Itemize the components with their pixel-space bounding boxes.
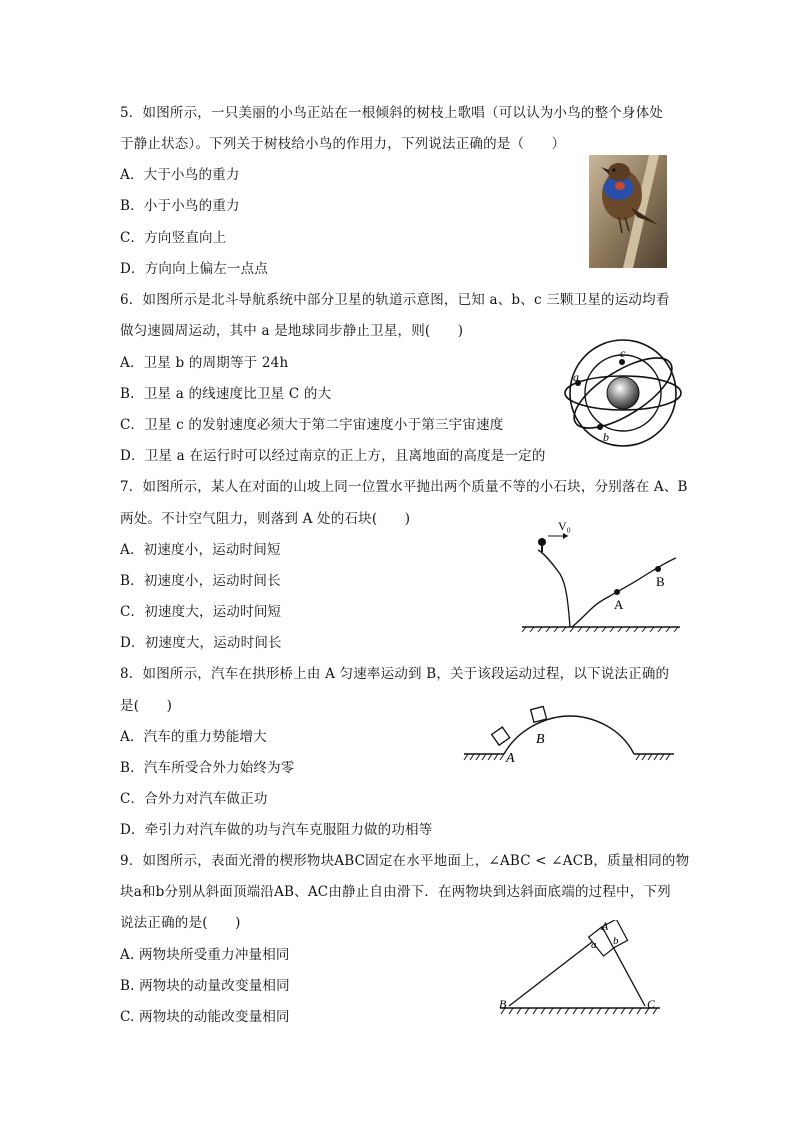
point-a [614,589,620,595]
q6-stem-line-2: 做匀速圆周运动，其中 a 是地球同步静止卫星，则( ) [120,323,464,339]
q7-option-c: C．初速度大，运动时间短 [120,604,282,620]
q8-stem-line-2: 是( ) [120,698,173,714]
q8-option-c: C．合外力对汽车做正功 [120,791,268,807]
arch-bridge [504,716,634,754]
q5-stem-line-1: 5．如图所示，一只美丽的小鸟正站在一根倾斜的树枝上歌唱（可以认为小鸟的整个身体处 [120,105,664,121]
q5-option-c: C．方向竖直向上 [120,230,227,246]
q5-option-a: A．大于小鸟的重力 [120,167,240,183]
projectile-hill-diagram [520,512,682,634]
wedge-abc [509,932,645,1006]
q9-stem-line-3: 说法正确的是( ) [120,915,241,931]
q8-stem-line-1: 8．如图所示，汽车在拱形桥上由 A 匀速率运动到 B，关于该段运动过程，以下说法正确的 [120,666,670,682]
satellite-orbit-diagram [560,335,690,453]
q5-stem-line-2: 于静止状态）。下列关于树枝给小鸟的作用力，下列说法正确的是（ ） [120,136,566,152]
thrower-person [538,538,546,546]
q6-option-c: C．卫星 c 的发射速度必须大于第二宇宙速度小于第三宇宙速度 [120,417,504,433]
label-c: c [620,346,626,360]
q9-stem-line-2: 块a和b分别从斜面顶端沿AB、AC由静止自由滑下．在两物块到达斜面底端的过程中，下列 [120,884,671,900]
q9-option-a: A. 两物块所受重力冲量相同 [120,947,290,963]
q9-option-b: B. 两物块的动量改变量相同 [120,978,290,994]
car-at-a [492,727,510,745]
q6-option-a: A．卫星 b 的周期等于 24h [120,355,289,371]
q6-option-d: D．卫星 a 在运行时可以经过南京的正上方，且离地面的高度是一定的 [120,448,546,464]
q8-option-a: A．汽车的重力势能增大 [120,729,267,745]
q6-option-b: B．卫星 a 的线速度比卫星 C 的大 [120,386,332,402]
arch-bridge-diagram [462,700,712,766]
label-b: B [656,574,665,589]
q9-stem-line-1: 9．如图所示，表面光滑的楔形物块ABC固定在水平地面上，∠ABC < ∠ACB，质量相同的物 [120,853,690,869]
bird-photo [589,155,667,268]
label-a: a [573,370,579,384]
label-vertex-b: B [499,997,507,1011]
label-vertex-c: C [647,997,656,1011]
left-cliff [538,550,570,627]
q7-stem-line-1: 7．如图所示，某人在对面的山坡上同一位置水平抛出两个质量不等的小石块，分别落在 A、B [120,479,688,495]
q7-stem-line-2: 两处。不计空气阻力，则落到 A 处的石块( ) [120,511,411,527]
label-a: A [614,597,624,612]
wedge-diagram [495,920,665,1020]
label-a: A [506,751,515,766]
point-b [655,566,661,572]
label-b: b [603,430,609,444]
q7-option-b: B．初速度小，运动时间长 [120,573,281,589]
q9-option-c: C. 两物块的动能改变量相同 [120,1009,290,1025]
label-b: B [536,732,545,747]
q8-option-b: B．汽车所受合外力始终为零 [120,760,295,776]
earth [607,377,639,409]
q6-stem-line-1: 6．如图所示是北斗导航系统中部分卫星的轨道示意图，已知 a、b、c 三颗卫星的运动均看 [120,292,670,308]
car-at-b [531,706,547,722]
label-v0: V₀ [558,519,571,533]
label-block-b: b [613,935,619,947]
q8-option-d: D．牵引力对汽车做的功与汽车克服阻力做的功相等 [120,822,433,838]
label-block-a: a [591,939,597,951]
q7-option-a: A．初速度小，运动时间短 [120,542,281,558]
q7-option-d: D．初速度大，运动时间长 [120,635,282,651]
q5-option-d: D．方向向上偏左一点点 [120,261,269,277]
q5-option-b: B．小于小鸟的重力 [120,198,240,214]
label-vertex-a: A [601,920,609,933]
